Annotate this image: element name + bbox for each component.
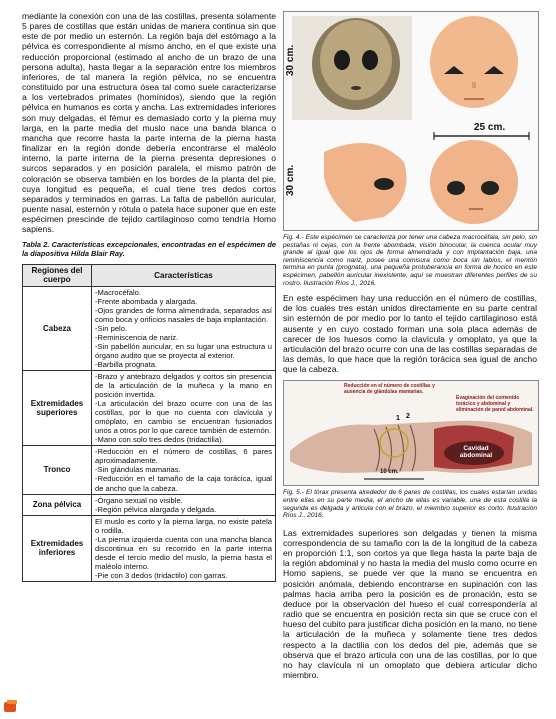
- table-row: [23, 515, 276, 581]
- table-row: [23, 286, 276, 370]
- body-paragraph-right-1: En este espécimen hay una reducción en el número de costillas, de los cuales tres están unidos directamente en su parte central sin esternón de por medio por lo tanto el tejido cartilaginoso está ausente y en cuyo costado forman una sola placa además de carecer de los huesos como la clavícula y omoplato, ya que la articulación del brazo ocurre con una de las costillas separadas de las demás, lo que hace que la región torácica sea igual de ancho que la cabeza.: [283, 293, 537, 375]
- body-paragraph: mediante la conexión con una de las costillas, presenta solamente 5 pares de costillas que están unidas de manera continua sin que este de por medio un esternón. La región baja del estómago a la pélvica es correspondiente al mismo ancho, en el que existe una reducción proporcional (estimado al ancho de un brazo de una persona adulta), hasta llegar a la separación entre los miembros inferiores, de tal manera la región pélvica, no se encuentra constituido por una estructura ósea tal como suele caracterizarse a los vertebrados primates (homínidos), siendo que la región pélvica en humanos es corta y ancha. Las extremidades inferiores son muy delgadas, el fémur es demasiado corto y la pierna muy larga, en la parte media del muslo nace una banda blanca o mancha que recorre hasta la parte interna de la pierna hasta finalizar en la región donde debería encontrarse el maléolo interno, la parte interna de la pierna presenta depresiones o surcos separados y en posición paralela, el mismo patrón de coloración se observa también en los bordes de la planta del pie, cuya longitud es pequeña, el cual tiene tres dedos cortos separados y terminados en garras. La falta de pabellón auricular, puente nasal, esternón y rótula o patela hace suponer que en este espécimen prescinde de tejido cartilaginoso como tendría Homo sapiens.: [22, 11, 276, 235]
- characteristics-cell: [92, 515, 276, 581]
- characteristic-item: -Reducción en el número de costillas, 6 pares aproximadamente.: [95, 447, 272, 466]
- body-paragraph-right-2: Las extremidades superiores son delgadas y tienen la misma correspondencia de su tamaño con la de la longitud de la cabeza en proporción 1:1, son cortos ya que llega hasta la parte baja de la región abdominal y no hasta la media del muslo como ocurre en Homo sapiens, se puede ver que la mano se encuentra en posición anómala, debiendo encontrarse en supinación con las palmas hacia arriba pero la posición es de pronación, esto se deduce por la observación del hueso el cual correspondería al radio que se encuentra en posición recta sin que se cruce con el hueso del cubito para justificar dicha posición en la mano, no tiene la articulación de la muñeca y solamente tiene tres dedos respecto a la dactilia con los dedos del pie, además que se observa que el brazo articula con una de las costillas, por lo que no hay clavícula ni un omoplato que debiera articular dicho miembro.: [283, 527, 537, 680]
- table-row: [23, 494, 276, 515]
- characteristics-table: [22, 264, 276, 582]
- header-characteristics: Características: [92, 265, 276, 286]
- characteristic-item: -Sin pabellón auricular, en su lugar una estructura u órgano audito que se proyecta al exterior.: [95, 341, 272, 360]
- table-caption: Tabla 2. Características excepcionales, encontradas en el espécimen de la diapositiva Hilda Blair Ray.: [22, 240, 276, 259]
- label-cavity: Cavidad abdominal: [459, 445, 493, 460]
- characteristics-cell: [92, 446, 276, 494]
- characteristic-item: -Pie con 3 dedos (tridactilo) con garras.: [95, 570, 228, 580]
- region-cell: Extremidades inferiores: [23, 515, 92, 581]
- region-cell: Extremidades superiores: [23, 370, 92, 445]
- characteristic-item: -La pierna izquierda cuenta con una mancha blanca discontinua en su recorrido en la parte interna desde el tercio medio del muslo, la pierna hasta el maléolo interno.: [95, 534, 272, 571]
- right-column: [283, 11, 537, 680]
- characteristics-cell: [92, 494, 276, 515]
- publisher-logo-icon: [3, 699, 19, 715]
- characteristics-cell: [92, 286, 276, 370]
- region-cell: Zona pélvica: [23, 494, 92, 515]
- figure-5-torso: [283, 380, 539, 486]
- characteristic-item: -Brazo y antebrazo delgados y cortos sin presencia de la articulación de la muñeca y la mano en posición invertida.: [95, 371, 272, 400]
- characteristic-item: -Reminiscencia de nariz.: [95, 332, 179, 342]
- characteristic-item: -Reducción en el tamaño de la caja torácica, igual de ancho que la cabeza.: [95, 474, 272, 493]
- table-header-row: [23, 265, 276, 286]
- scale-label-bottom: 30 cm.: [285, 164, 296, 196]
- figure-4-caption: Fig. 4.- Este espécimen se caracteriza por tener una cabeza macrocéfala, sin pelo, sin pestañas ni cejas, con la frente abombada, visión binocular, la cuenca ocular muy grande al igual que los ojos de forma almendrada y con implantación baja, una reminiscencia como nariz, posee una comisura como boca sin labios, el mentón termina en punta (prognata), una pequeña protuberancia en forma de hocico en este espécimen, pabellón auricular inexistente, aquí se muestran diferentes perfiles de su rostro. Ilustración Ríos J., 2016.: [283, 234, 537, 287]
- characteristics-cell: [92, 370, 276, 445]
- characteristic-item: -Ojos grandes de forma almendrada, separados así como boca y orificios nasales de baja implantación.: [95, 305, 272, 324]
- figure-4-heads: [283, 11, 539, 231]
- scale-label-top: 30 cm.: [285, 44, 296, 76]
- characteristic-item: -Región pélvica alargada y delgada.: [95, 504, 217, 514]
- characteristic-item: -Sin pelo.: [95, 323, 128, 333]
- characteristic-item: -La articulación del brazo ocurre con una de las costillas, por lo que no cuenta con clavícula y omóplato, en cambio se encuentran fusionados unos a otros por lo que carece también de esternón.: [95, 399, 272, 436]
- table-body: [23, 286, 276, 581]
- characteristic-item: -Barbilla prognata.: [95, 359, 158, 369]
- header-regions: Regiones del cuerpo: [23, 265, 92, 286]
- characteristic-item: El muslo es corto y la pierna larga, no existe patela o rodilla.: [95, 516, 272, 535]
- characteristic-item: -Sin glándulas mamarias.: [95, 465, 181, 475]
- region-cell: Cabeza: [23, 286, 92, 370]
- characteristic-item: -Mano con solo tres dedos (tridactilia).: [95, 435, 224, 445]
- label-num-2: 2: [406, 413, 410, 421]
- left-column: [22, 11, 276, 582]
- table-row: [23, 446, 276, 494]
- region-cell: Tronco: [23, 446, 92, 494]
- label-ribs: Reducción en el número de costillas y ausencia de glándulas mamarias.: [344, 383, 435, 396]
- label-num-1: 1: [396, 415, 400, 423]
- label-scale-10cm: 10 cm.: [380, 469, 399, 476]
- scale-label-width: 25 cm.: [474, 122, 506, 133]
- characteristic-item: -Órgano sexual no visible.: [95, 495, 183, 505]
- head-profiles-illustration: [284, 12, 538, 230]
- characteristic-item: -Frente abombada y alargada.: [95, 296, 198, 306]
- characteristic-item: -Macrocéfalo.: [95, 287, 142, 297]
- label-evagination: Evaginación del contenido torácico y abdominal y eliminación de pared abdominal.: [456, 395, 534, 414]
- figure-5-caption: Fig. 5.- El tórax presenta alrededor de 6 pares de costillas, los cuales estarían unidas entre ellas en su parte media, el ancho de ellas es variable, una de esta costilla la segunda es delgada y articula con el brazo, el miembro superior es corto. Ilustración Ríos J., 2016.: [283, 489, 537, 520]
- table-row: [23, 370, 276, 445]
